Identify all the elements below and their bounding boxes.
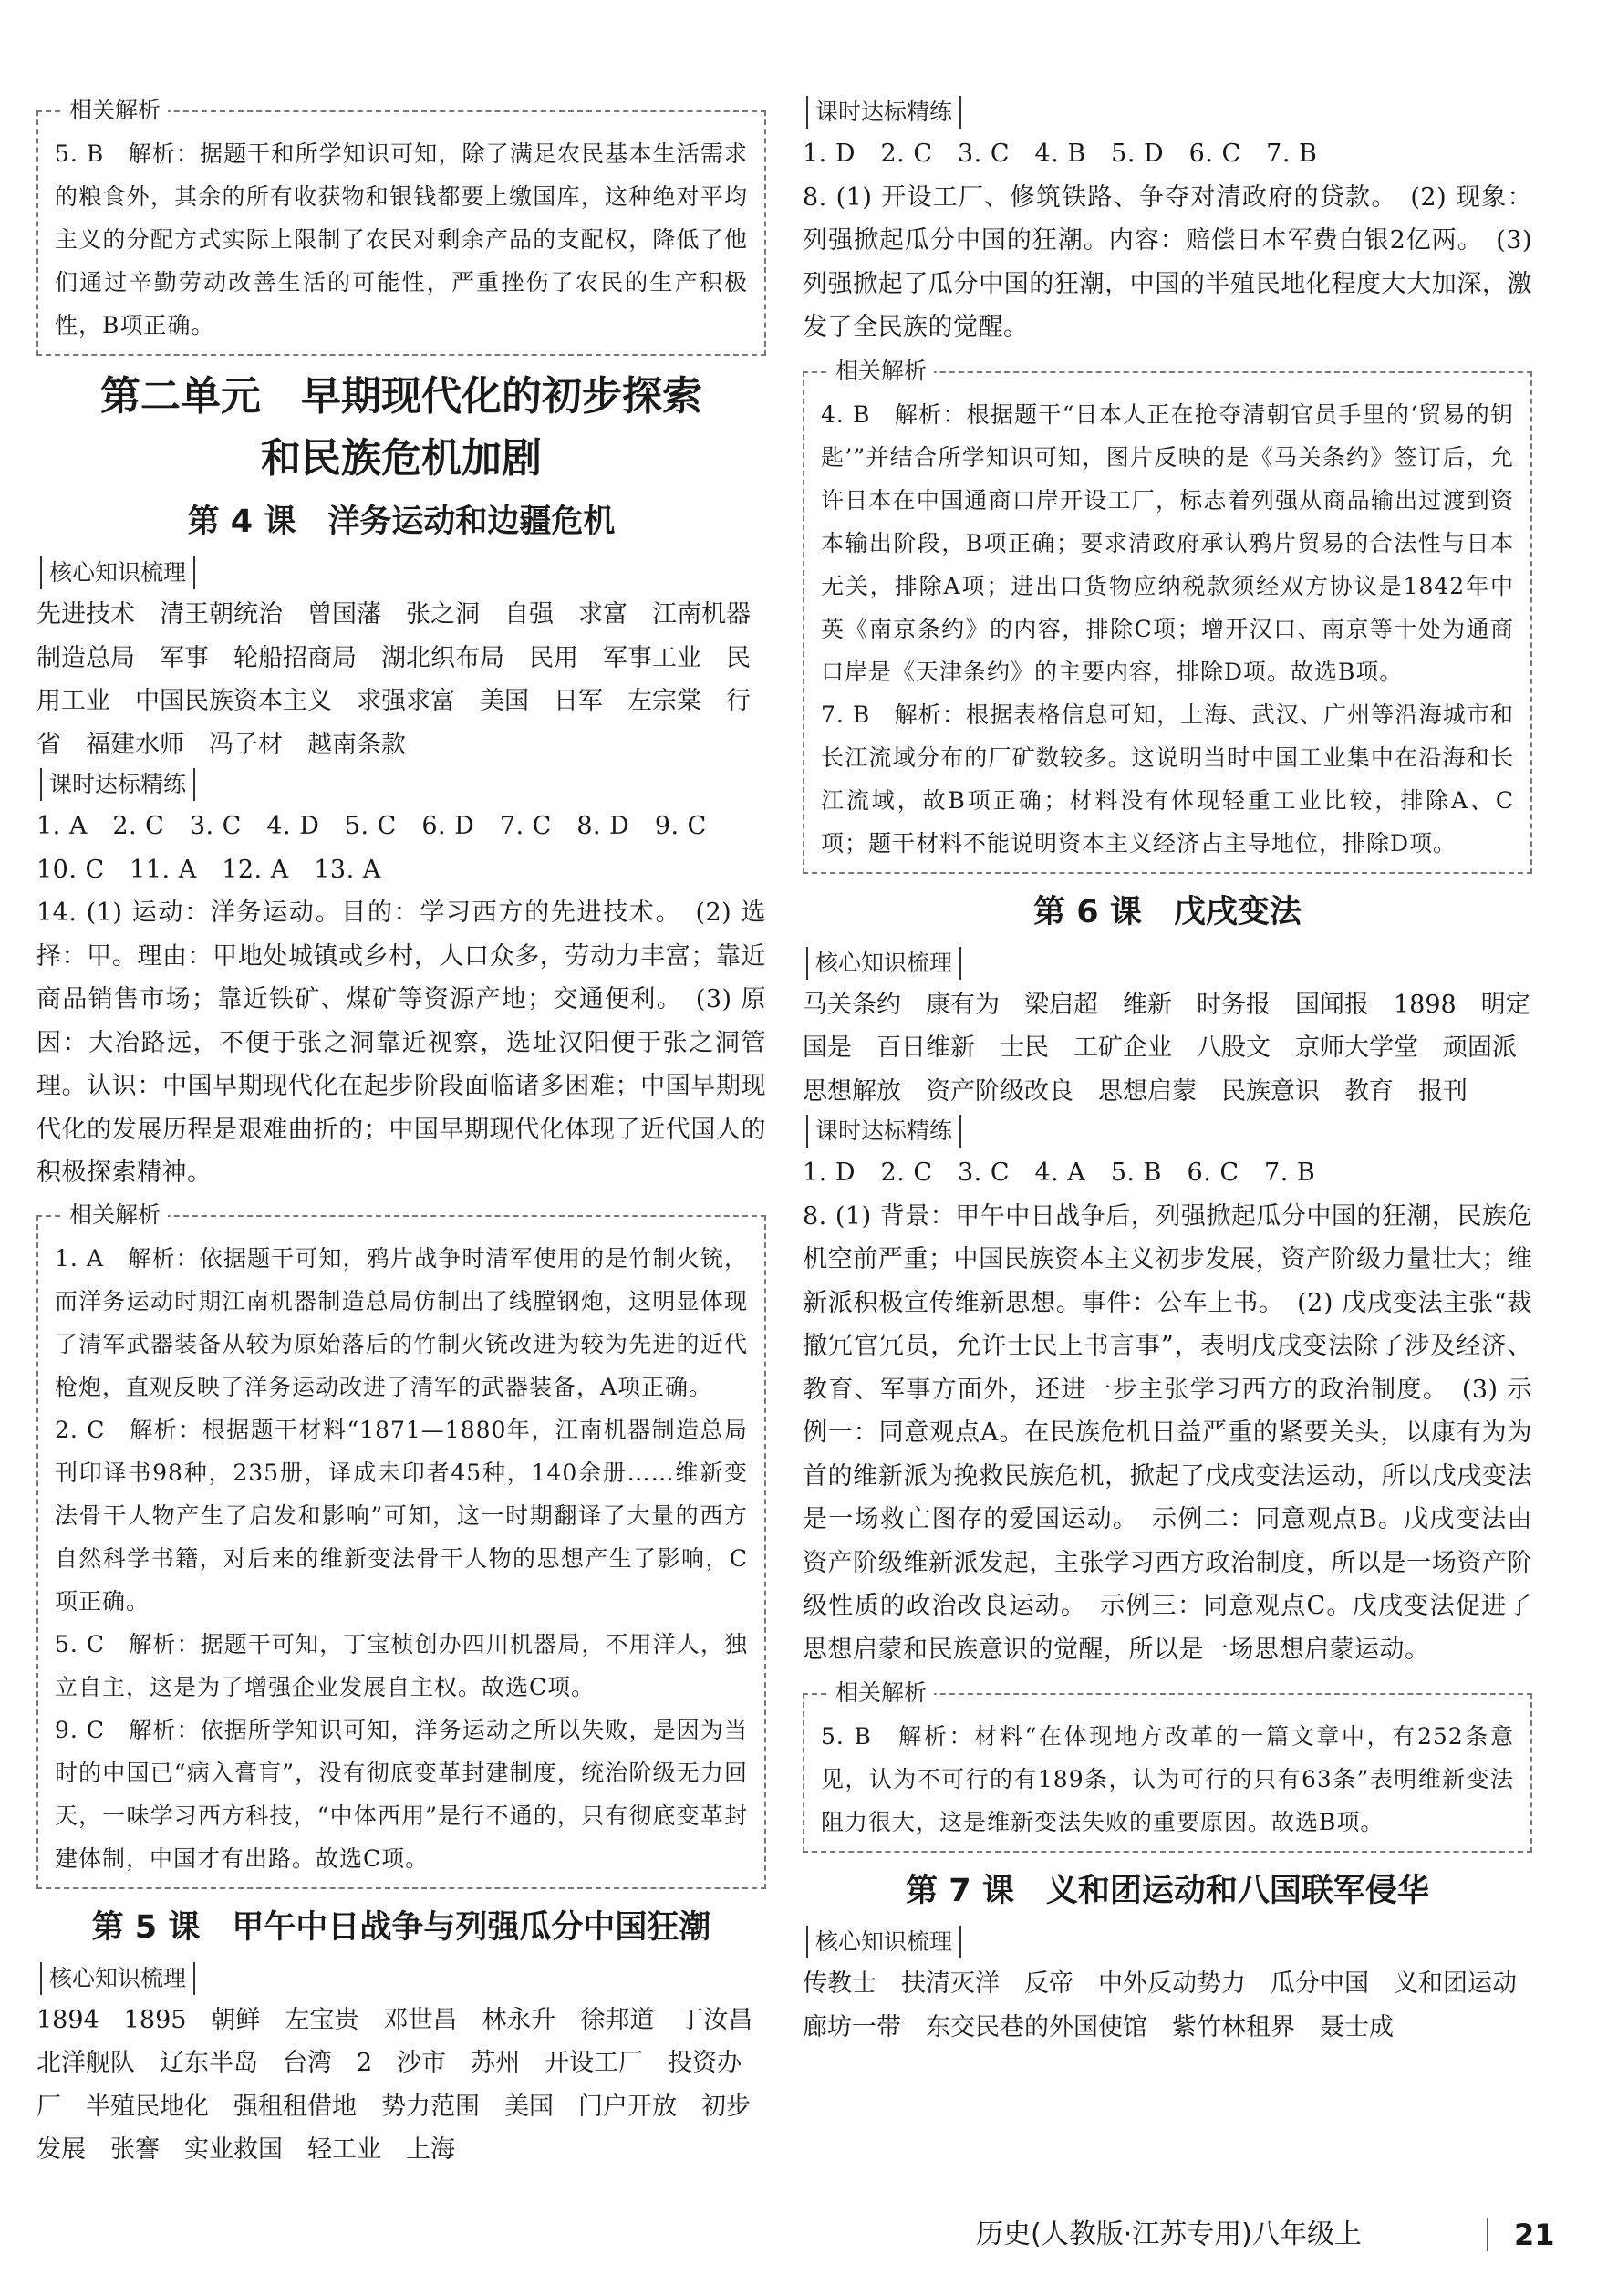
lesson5-title: 第 5 课 甲午中日战争与列强瓜分中国狂潮 — [91, 1908, 711, 1946]
lesson7-title: 第 7 课 义和团运动和八国联军侵华 — [906, 1873, 1429, 1909]
analysis-item: 7. B 解析：根据表格信息可知，上海、武汉、广州等沿海城市和长江流域分布的厂矿数较多。这说明当时中国工业集中在沿海和长江流域，故B项正确；材料没有体现轻重工业比较，排除A、C项；题干材料不能说明资本主义经济占主导地位，排除D项。 — [821, 701, 1514, 857]
lesson6-q8: 8. (1) 背景：甲午中日战争后，列强掀起瓜分中国的狂潮，民族危机空前严重；中国民族资本主义初步发展，资产阶级力量壮大；维新派积极宣传维新思想。事件：公车上书。 (2) 戊戌变法主张“裁撤冗官冗员，允许士民上书言事”，表明戊戌变法除了涉及经济、教育、军事方面外，还进一步主张学习西方的政治制度。 (3) 示例一：同意观点A。在民族危机日益严重的紧要关头，以康有为为首的维新派为挽救民族危机，掀起了戊戌变法运动，所以戊戌变法是一场救亡图存的爱国运动。 示例二：同意观点B。戊戌变法由资产阶级维新派发起，主张学习西方政治制度，所以是一场资产阶级性质的政治改良运动。 示例三：同意观点C。戊戌变法促进了思想启蒙和民族意识的觉醒，所以是一场思想启蒙运动。 — [803, 1201, 1532, 1664]
analysis-item: 5. C 解析：据题干可知，丁宝桢创办四川机器局，不用洋人，独立自主，这是为了增强企业发展自主权。故选C项。 — [55, 1630, 748, 1700]
tag-practice: 课时达标精练 — [806, 96, 961, 129]
tag-practice: 课时达标精练 — [806, 1115, 961, 1148]
lesson4-answers-1: 1. A 2. C 3. C 4. D 5. C 6. D 7. C 8. D 9. C — [36, 812, 707, 840]
lesson5-q8: 8. (1) 开设工厂、修筑铁路、争夺对清政府的贷款。 (2) 现象：列强掀起瓜分中国的狂潮。内容：赔偿日本军费白银2亿两。 (3) 列强掀起了瓜分中国的狂潮，中国的半殖民地化程度大大加深，激发了全民族的觉醒。 — [803, 182, 1532, 341]
footer-divider — [1487, 2218, 1488, 2251]
left-column — [36, 87, 778, 2172]
analysis-box — [803, 1679, 1532, 1853]
lesson5-answers: 1. D 2. C 3. C 4. B 5. D 6. C 7. B — [803, 140, 1318, 168]
analysis-title: 相关解析 — [62, 94, 168, 127]
lesson5-keywords: 1894 1895 朝鲜 左宝贵 邓世昌 林永升 徐邦道 丁汝昌 北洋舰队 辽东半岛 台湾 2 沙市 苏州 开设工厂 投资办厂 半殖民地化 强租租借地 势力范围 美国 门户开放 初步发展 张謇 实业救国 轻工业 上海 — [36, 2005, 778, 2164]
tag-practice: 课时达标精练 — [40, 768, 195, 801]
lesson4-title: 第 4 课 洋务运动和边疆危机 — [187, 504, 616, 540]
lesson7-keywords: 传教士 扶清灭洋 反帝 中外反动势力 瓜分中国 义和团运动 廊坊一带 东交民巷的外国使馆 紫竹林租界 聂士成 — [803, 1969, 1541, 2041]
analysis-title: 相关解析 — [828, 1677, 934, 1709]
right-column — [803, 87, 1541, 2049]
lesson6-keywords: 马关条约 康有为 梁启超 维新 时务报 国闻报 1898 明定国是 百日维新 士民 工矿企业 八股文 京师大学堂 顽固派 思想解放 资产阶级改良 思想启蒙 民族意识 教育 报刊 — [803, 990, 1541, 1106]
analysis-item: 5. B 解析：材料“在体现地方改革的一篇文章中，有252条意见，认为不可行的有189条，认为可行的只有63条”表明维新变法阻力很大，这是维新变法失败的重要原因。故选B项。 — [821, 1723, 1514, 1835]
analysis-text: 5. B 解析：据题干和所学知识可知，除了满足农民基本生活需求的粮食外，其余的所有收获物和银钱都要上缴国库，这种绝对平均主义的分配方式实际上限制了农民对剩余产品的支配权，降低了他们通过辛勤劳动改善生活的可能性，严重挫伤了农民的生产积极性，B项正确。 — [55, 140, 748, 338]
lesson4-keywords: 先进技术 清王朝统治 曾国藩 张之洞 自强 求富 江南机器制造总局 军事 轮船招商局 湖北织布局 民用 军事工业 民用工业 中国民族资本主义 求强求富 美国 日军 左宗棠 行省 福建水师 冯子材 越南条款 — [36, 600, 751, 759]
lesson6-answers: 1. D 2. C 3. C 4. A 5. B 6. C 7. B — [803, 1158, 1316, 1187]
analysis-item: 2. C 解析：根据题干材料“1871—1880年，江南机器制造总局刊印译书98种，235册，译成未印者45种，140余册……维新变法骨干人物产生了启发和影响”可知，这一时期翻译了大量的西方自然科学书籍，对后来的维新变法骨干人物的思想产生了影响，C项正确。 — [55, 1416, 748, 1615]
book-title: 历史(人教版·江苏专用)八年级上 — [976, 2218, 1362, 2250]
analysis-box — [803, 357, 1532, 874]
lesson6-title: 第 6 课 戊戌变法 — [1033, 893, 1302, 930]
lesson4-q14: 14. (1) 运动：洋务运动。目的：学习西方的先进技术。 (2) 选择：甲。理由：甲地处城镇或乡村，人口众多，劳动力丰富；靠近商品销售市场；靠近铁矿、煤矿等资源产地；交通便利。 (3) 原因：大冶路远，不便于张之洞靠近视察，选址汉阳便于张之洞管理。认识：中国早期现代化在起步阶段面临诸多困难；中国早期现代化的发展历程是艰难曲折的；中国早期现代化体现了近代国人的积极探索精神。 — [36, 899, 766, 1187]
tag-core-knowledge: 核心知识梳理 — [806, 1926, 961, 1958]
analysis-title: 相关解析 — [828, 355, 934, 388]
lesson4-answers-2: 10. C 11. A 12. A 13. A — [36, 855, 381, 884]
analysis-item: 4. B 解析：根据题干“日本人正在抢夺清朝官员手里的‘贸易的钥匙’”并结合所学知识可知，图片反映的是《马关条约》签订后，允许日本在中国通商口岸开设工厂，标志着列强从商品输出过渡到资本输出阶段，B项正确；要求清政府承认鸦片贸易的合法性与日本无关，排除A项；进出口货物应纳税款须经双方协议是1842年中英《南京条约》的内容，排除C项；增开汉口、南京等十处为通商口岸是《天津条约》的主要内容，排除D项。故选B项。 — [821, 400, 1514, 685]
tag-core-knowledge: 核心知识梳理 — [40, 556, 195, 589]
page-footer — [976, 2208, 1560, 2262]
analysis-box — [36, 97, 766, 356]
unit-title-line2: 和民族危机加剧 — [261, 435, 542, 482]
analysis-box — [36, 1200, 766, 1889]
analysis-item: 9. C 解析：依据所学知识可知，洋务运动之所以失败，是因为当时的中国已“病入膏肓”，没有彻底变革封建制度，统治阶级无力回天，一味学习西方科技，“中体西用”是行不通的，只有彻底变革封建体制，中国才有出路。故选C项。 — [55, 1716, 748, 1872]
analysis-title: 相关解析 — [62, 1199, 168, 1231]
page-number: 21 — [1514, 2218, 1555, 2252]
tag-core-knowledge: 核心知识梳理 — [806, 947, 961, 980]
unit-title-line1: 第二单元 早期现代化的初步探索 — [100, 373, 702, 420]
analysis-item: 1. A 解析：依据题干可知，鸦片战争时清军使用的是竹制火铳，而洋务运动时期江南机器制造总局仿制出了线膛钢炮，这明显体现了清军武器装备从较为原始落后的竹制火铳改进为较为先进的近代枪炮，直观反映了洋务运动改进了清军的武器装备，A项正确。 — [55, 1244, 748, 1400]
tag-core-knowledge: 核心知识梳理 — [40, 1962, 195, 1995]
